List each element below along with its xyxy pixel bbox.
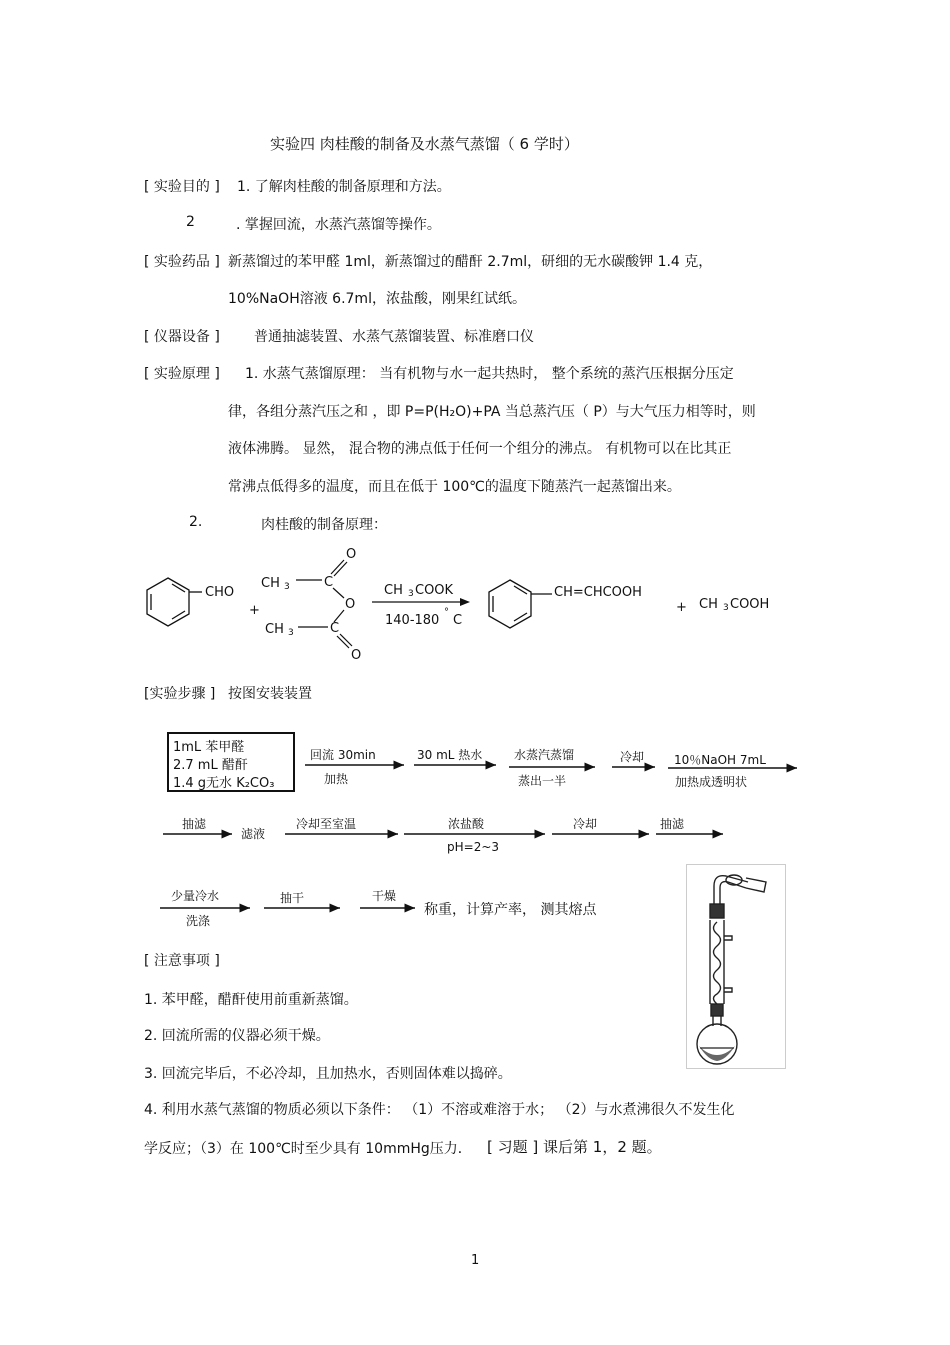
step-hot-water: 30 mL 热水 [417, 748, 483, 762]
step-dry: 干燥 [372, 889, 397, 903]
purpose-item-2: . 掌握回流，水蒸汽蒸馏等操作。 [236, 217, 441, 233]
step-suction-dry: 抽干 [280, 891, 305, 905]
ch3-top-sub: 3 [284, 582, 290, 592]
purpose-item-2-num: 2 [186, 214, 195, 230]
step-filter-2: 抽滤 [660, 817, 685, 831]
notes-tag: [ 注意事项 ] [144, 953, 220, 969]
reagent-sub: 3 [408, 589, 414, 599]
reaction-arrow-head [460, 598, 470, 606]
principle-line-1: 1. 水蒸气蒸馏原理： 当有机物与水一起共热时， 整个系统的蒸汽压根据分压定 [245, 366, 734, 382]
exercises: [ 习题 ] 课后第 1，2 题。 [487, 1138, 662, 1156]
ch3-bottom-sub: 3 [288, 628, 294, 638]
equipment-text: 普通抽滤装置、水蒸气蒸馏装置、标准磨口仪 [254, 329, 534, 345]
step-cool-1: 冷却 [620, 750, 645, 764]
step-wash-bottom: 洗涤 [186, 914, 211, 928]
reflux-apparatus-figure [686, 864, 786, 1069]
cinnamic-acid-chain: CH=CHCOOH [554, 585, 642, 600]
o-top: O [346, 547, 357, 562]
temperature-range: 140-180 [385, 613, 440, 628]
page-title: 实验四 肉桂酸的制备及水蒸气蒸馏（ 6 学时） [270, 135, 579, 153]
step-hcl-bottom: pH=2~3 [447, 840, 500, 854]
reagents-line-2: 10%NaOH溶液 6.7ml，浓盐酸，刚果红试纸。 [228, 291, 526, 307]
box-line-1: 1mL 苯甲醛 [173, 740, 245, 755]
reagents-tag: [ 实验药品 ] [144, 254, 220, 270]
note-2: 2. 回流所需的仪器必须干燥。 [144, 1028, 330, 1044]
acetic-acid-cooh: COOH [730, 597, 770, 612]
purpose-item-1: 1. 了解肉桂酸的制备原理和方法。 [237, 179, 451, 195]
o-bridge: O [345, 597, 356, 612]
principle-line-4: 常沸点低得多的温度，而且在低于 100℃的温度下随蒸汽一起蒸馏出来。 [228, 479, 681, 495]
step-cool-room-temp: 冷却至室温 [296, 817, 357, 831]
step-wash-top: 少量冷水 [171, 889, 220, 903]
step-reflux-top: 回流 30min [310, 748, 376, 762]
box-line-3: 1.4 g无水 K₂CO₃ [173, 776, 275, 791]
step-filter-1: 抽滤 [182, 817, 207, 831]
step-hcl-top: 浓盐酸 [448, 817, 485, 831]
plus-sign-2: + [676, 600, 687, 615]
note-4: 4. 利用水蒸气蒸馏的物质必须以下条件： （1）不溶或难溶于水； （2）与水煮沸很久不发生化 [144, 1102, 735, 1118]
benzene-ring-product [489, 580, 552, 628]
c-bottom: C [330, 621, 340, 636]
plus-sign-1: + [249, 603, 260, 618]
principle-line-3: 液体沸腾。 显然， 混合物的沸点低于任何一个组分的沸点。 有机物可以在比其正 [228, 441, 732, 457]
principle-tag: [ 实验原理 ] [144, 366, 220, 382]
equipment-tag: [ 仪器设备 ] [144, 329, 220, 345]
o-bottom: O [351, 648, 362, 663]
step-steam-distill-top: 水蒸汽蒸馏 [514, 748, 575, 762]
cho-label: CHO [205, 585, 235, 600]
note-5: 学反应；（3）在 100℃时至少具有 10mmHg压力． [144, 1141, 472, 1157]
reagents-line-1: 新蒸馏过的苯甲醛 1ml，新蒸馏过的醋酐 2.7ml，研细的无水碳酸钾 1.4 克， [228, 254, 713, 270]
ch3-bottom: CH [265, 622, 284, 637]
degree-sign: ° [444, 607, 449, 618]
c-top: C [324, 575, 334, 590]
acetic-acid-sub: 3 [723, 603, 729, 613]
principle-line-2: 律，各组分蒸汽压之和 ，即 P=P(H₂O)+PA 当总蒸汽压（ P）与大气压力相等时，则 [228, 404, 756, 420]
note-1: 1. 苯甲醛，醋酐使用前重新蒸馏。 [144, 992, 358, 1008]
steps-intro: 按图安装装置 [228, 686, 312, 702]
ch3-top: CH [261, 576, 280, 591]
step-naoh-top: 10％NaOH 7mL [674, 753, 766, 767]
step-cool-2: 冷却 [573, 817, 598, 831]
purpose-tag: [ 实验目的 ] [144, 179, 220, 195]
node-filtrate: 滤液 [241, 827, 266, 841]
step-steam-distill-bottom: 蒸出一半 [518, 774, 567, 788]
step-reflux-bottom: 加热 [324, 772, 349, 786]
reagent-cook: COOK [415, 583, 454, 598]
celsius-c: C [453, 613, 463, 628]
principle-item-2-num: 2. [189, 514, 203, 530]
acetic-acid-ch3: CH [699, 597, 718, 612]
step-final: 称重，计算产率， 测其熔点 [424, 902, 597, 918]
steps-tag: [实验步骤 ] [144, 686, 216, 702]
box-line-2: 2.7 mL 醋酐 [173, 758, 248, 773]
benzene-ring-benzaldehyde [147, 578, 202, 626]
reaction-scheme [0, 540, 950, 670]
note-3: 3. 回流完毕后，不必冷却，且加热水，否则固体难以捣碎。 [144, 1066, 512, 1082]
principle-item-2: 肉桂酸的制备原理： [261, 517, 387, 533]
step-naoh-bottom: 加热成透明状 [675, 775, 748, 789]
reagent-ch3: CH [384, 583, 403, 598]
page-number: 1 [471, 1253, 480, 1268]
